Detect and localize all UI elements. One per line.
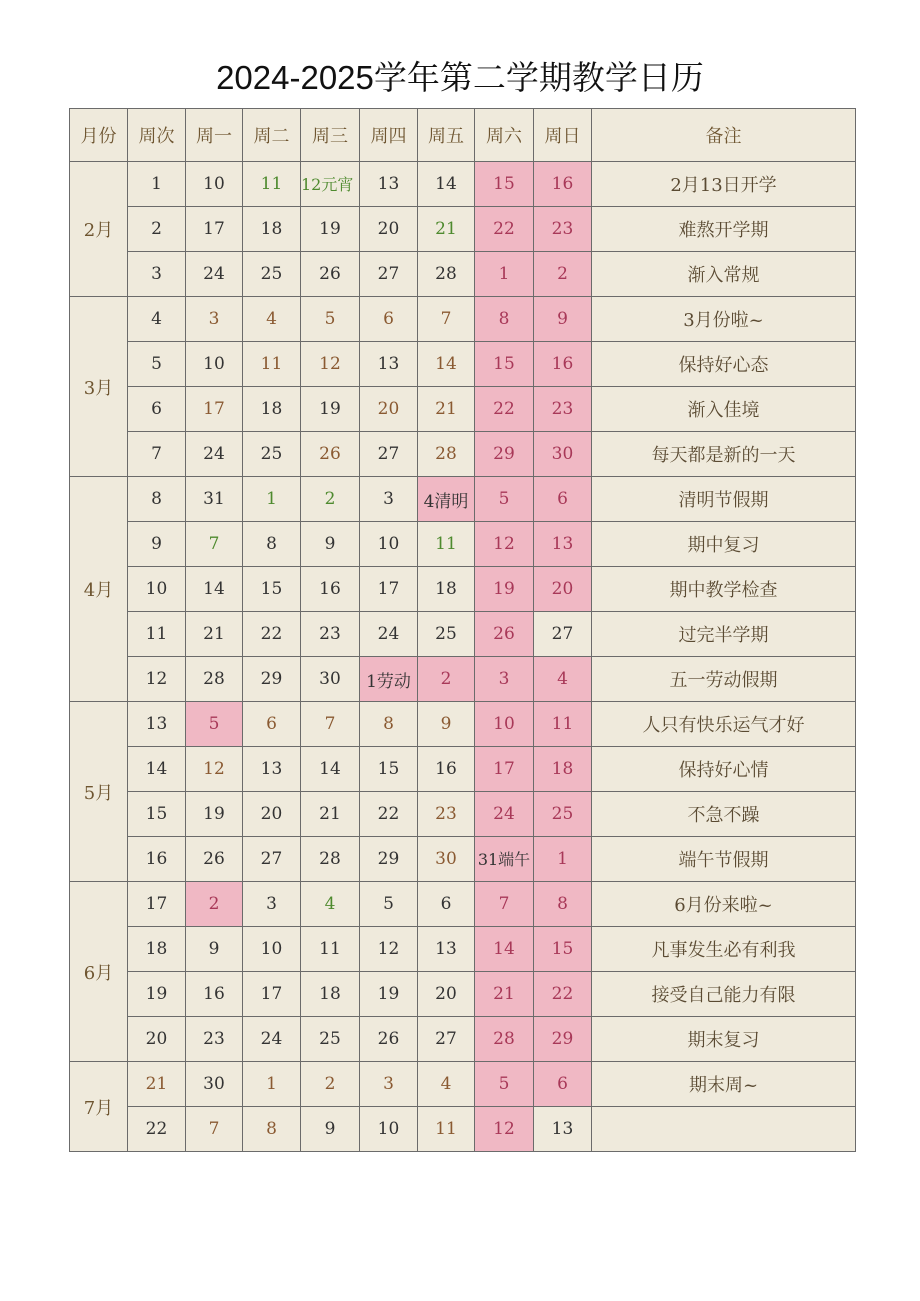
day-cell-wednesday: 14 (301, 747, 360, 792)
day-cell-saturday: 24 (475, 792, 534, 837)
day-cell-thursday: 3 (360, 1062, 418, 1107)
day-cell-sunday: 23 (534, 387, 592, 432)
day-cell-thursday: 1劳动 (360, 657, 418, 702)
day-cell-friday: 23 (418, 792, 475, 837)
table-row (70, 297, 856, 342)
day-cell-monday: 16 (186, 972, 243, 1017)
month-label: 3月 (70, 297, 128, 477)
day-cell-wednesday: 16 (301, 567, 360, 612)
day-cell-friday: 2 (418, 657, 475, 702)
day-cell-sunday: 23 (534, 207, 592, 252)
note-cell: 不急不躁 (592, 792, 856, 837)
table-row (70, 837, 856, 882)
day-cell-friday: 4 (418, 1062, 475, 1107)
day-cell-wednesday: 2 (301, 477, 360, 522)
day-cell-saturday: 29 (475, 432, 534, 477)
day-cell-tuesday: 25 (243, 252, 301, 297)
week-number-cell: 5 (128, 342, 186, 387)
day-cell-friday: 6 (418, 882, 475, 927)
day-cell-monday: 7 (186, 522, 243, 567)
note-cell: 人只有快乐运气才好 (592, 702, 856, 747)
day-cell-thursday: 5 (360, 882, 418, 927)
day-cell-sunday: 1 (534, 837, 592, 882)
week-number-cell: 2 (128, 207, 186, 252)
table-row (70, 1017, 856, 1062)
note-cell: 渐入常规 (592, 252, 856, 297)
table-row (70, 342, 856, 387)
day-cell-monday: 19 (186, 792, 243, 837)
day-cell-thursday: 20 (360, 207, 418, 252)
day-cell-saturday: 5 (475, 477, 534, 522)
day-cell-saturday: 21 (475, 972, 534, 1017)
month-label: 4月 (70, 477, 128, 702)
day-cell-wednesday: 5 (301, 297, 360, 342)
day-cell-friday: 14 (418, 342, 475, 387)
table-row (70, 927, 856, 972)
day-cell-sunday: 20 (534, 567, 592, 612)
day-cell-monday: 17 (186, 207, 243, 252)
table-row (70, 1107, 856, 1152)
table-row (70, 612, 856, 657)
day-cell-sunday: 6 (534, 1062, 592, 1107)
header-week-number: 周次 (128, 109, 186, 162)
day-cell-thursday: 27 (360, 252, 418, 297)
table-row (70, 1062, 856, 1107)
teaching-calendar-table (69, 108, 856, 1152)
day-cell-sunday: 18 (534, 747, 592, 792)
note-cell: 过完半学期 (592, 612, 856, 657)
table-row (70, 387, 856, 432)
week-number-cell: 14 (128, 747, 186, 792)
day-cell-wednesday: 30 (301, 657, 360, 702)
month-label: 7月 (70, 1062, 128, 1152)
day-cell-saturday: 10 (475, 702, 534, 747)
day-cell-thursday: 24 (360, 612, 418, 657)
month-label: 2月 (70, 162, 128, 297)
page-title: 2024-2025学年第二学期教学日历 (216, 59, 704, 96)
week-number-cell: 7 (128, 432, 186, 477)
week-number-cell: 20 (128, 1017, 186, 1062)
day-cell-monday: 9 (186, 927, 243, 972)
day-cell-monday: 7 (186, 1107, 243, 1152)
day-cell-saturday: 8 (475, 297, 534, 342)
note-cell (592, 1107, 856, 1152)
day-cell-saturday: 12 (475, 522, 534, 567)
day-cell-tuesday: 24 (243, 1017, 301, 1062)
day-cell-monday: 24 (186, 252, 243, 297)
day-cell-friday: 25 (418, 612, 475, 657)
day-cell-monday: 14 (186, 567, 243, 612)
day-cell-sunday: 11 (534, 702, 592, 747)
day-cell-sunday: 29 (534, 1017, 592, 1062)
day-cell-friday: 20 (418, 972, 475, 1017)
day-cell-monday: 24 (186, 432, 243, 477)
day-cell-tuesday: 15 (243, 567, 301, 612)
day-cell-tuesday: 10 (243, 927, 301, 972)
day-cell-friday: 16 (418, 747, 475, 792)
header-notes: 备注 (592, 109, 856, 162)
day-cell-sunday: 9 (534, 297, 592, 342)
day-cell-friday: 27 (418, 1017, 475, 1062)
day-cell-sunday: 4 (534, 657, 592, 702)
day-cell-sunday: 16 (534, 162, 592, 207)
table-row (70, 972, 856, 1017)
table-row (70, 882, 856, 927)
day-cell-tuesday: 3 (243, 882, 301, 927)
day-cell-saturday: 15 (475, 162, 534, 207)
day-cell-saturday: 7 (475, 882, 534, 927)
week-number-cell: 15 (128, 792, 186, 837)
day-cell-thursday: 3 (360, 477, 418, 522)
week-number-cell: 18 (128, 927, 186, 972)
table-row (70, 477, 856, 522)
day-cell-wednesday: 23 (301, 612, 360, 657)
day-cell-friday: 28 (418, 432, 475, 477)
day-cell-sunday: 15 (534, 927, 592, 972)
note-cell: 凡事发生必有利我 (592, 927, 856, 972)
day-cell-sunday: 25 (534, 792, 592, 837)
note-cell: 期末复习 (592, 1017, 856, 1062)
day-cell-saturday: 15 (475, 342, 534, 387)
day-cell-saturday: 31端午 (475, 837, 534, 882)
day-cell-thursday: 8 (360, 702, 418, 747)
day-cell-sunday: 13 (534, 522, 592, 567)
note-cell: 保持好心情 (592, 747, 856, 792)
day-cell-thursday: 19 (360, 972, 418, 1017)
day-cell-friday: 21 (418, 207, 475, 252)
week-number-cell: 9 (128, 522, 186, 567)
day-cell-thursday: 27 (360, 432, 418, 477)
day-cell-tuesday: 29 (243, 657, 301, 702)
day-cell-friday: 21 (418, 387, 475, 432)
table-row (70, 747, 856, 792)
day-cell-monday: 30 (186, 1062, 243, 1107)
header-row (70, 109, 856, 162)
day-cell-monday: 26 (186, 837, 243, 882)
week-number-cell: 8 (128, 477, 186, 522)
day-cell-saturday: 28 (475, 1017, 534, 1062)
day-cell-friday: 18 (418, 567, 475, 612)
week-number-cell: 16 (128, 837, 186, 882)
note-cell: 2月13日开学 (592, 162, 856, 207)
day-cell-monday: 10 (186, 342, 243, 387)
month-label: 5月 (70, 702, 128, 882)
day-cell-tuesday: 25 (243, 432, 301, 477)
day-cell-friday: 11 (418, 522, 475, 567)
day-cell-monday: 28 (186, 657, 243, 702)
day-cell-wednesday: 25 (301, 1017, 360, 1062)
week-number-cell: 17 (128, 882, 186, 927)
day-cell-monday: 21 (186, 612, 243, 657)
day-cell-monday: 10 (186, 162, 243, 207)
header-friday: 周五 (418, 109, 475, 162)
day-cell-saturday: 3 (475, 657, 534, 702)
day-cell-saturday: 1 (475, 252, 534, 297)
day-cell-wednesday: 12元宵 (301, 162, 360, 207)
day-cell-tuesday: 8 (243, 522, 301, 567)
day-cell-friday: 13 (418, 927, 475, 972)
day-cell-thursday: 15 (360, 747, 418, 792)
day-cell-tuesday: 8 (243, 1107, 301, 1152)
day-cell-tuesday: 18 (243, 207, 301, 252)
header-monday: 周一 (186, 109, 243, 162)
day-cell-tuesday: 1 (243, 1062, 301, 1107)
day-cell-sunday: 6 (534, 477, 592, 522)
day-cell-friday: 7 (418, 297, 475, 342)
week-number-cell: 12 (128, 657, 186, 702)
table-row (70, 702, 856, 747)
day-cell-monday: 23 (186, 1017, 243, 1062)
day-cell-friday: 4清明 (418, 477, 475, 522)
table-row (70, 567, 856, 612)
day-cell-wednesday: 12 (301, 342, 360, 387)
day-cell-saturday: 17 (475, 747, 534, 792)
day-cell-thursday: 13 (360, 342, 418, 387)
day-cell-sunday: 27 (534, 612, 592, 657)
note-cell: 6月份来啦~ (592, 882, 856, 927)
week-number-cell: 3 (128, 252, 186, 297)
day-cell-wednesday: 9 (301, 1107, 360, 1152)
day-cell-thursday: 26 (360, 1017, 418, 1062)
week-number-cell: 1 (128, 162, 186, 207)
note-cell: 期中教学检查 (592, 567, 856, 612)
week-number-cell: 6 (128, 387, 186, 432)
day-cell-friday: 9 (418, 702, 475, 747)
day-cell-tuesday: 6 (243, 702, 301, 747)
week-number-cell: 13 (128, 702, 186, 747)
day-cell-thursday: 17 (360, 567, 418, 612)
day-cell-monday: 31 (186, 477, 243, 522)
day-cell-wednesday: 26 (301, 252, 360, 297)
week-number-cell: 11 (128, 612, 186, 657)
day-cell-sunday: 22 (534, 972, 592, 1017)
header-saturday: 周六 (475, 109, 534, 162)
table-row (70, 207, 856, 252)
note-cell: 期中复习 (592, 522, 856, 567)
note-cell: 渐入佳境 (592, 387, 856, 432)
day-cell-tuesday: 4 (243, 297, 301, 342)
day-cell-wednesday: 19 (301, 387, 360, 432)
day-cell-monday: 12 (186, 747, 243, 792)
day-cell-saturday: 19 (475, 567, 534, 612)
day-cell-thursday: 10 (360, 1107, 418, 1152)
day-cell-thursday: 29 (360, 837, 418, 882)
week-number-cell: 4 (128, 297, 186, 342)
table-row (70, 252, 856, 297)
day-cell-sunday: 13 (534, 1107, 592, 1152)
header-thursday: 周四 (360, 109, 418, 162)
header-month: 月份 (70, 109, 128, 162)
day-cell-thursday: 20 (360, 387, 418, 432)
month-label: 6月 (70, 882, 128, 1062)
day-cell-tuesday: 18 (243, 387, 301, 432)
day-cell-tuesday: 22 (243, 612, 301, 657)
day-cell-tuesday: 1 (243, 477, 301, 522)
note-cell: 端午节假期 (592, 837, 856, 882)
day-cell-saturday: 22 (475, 387, 534, 432)
day-cell-tuesday: 11 (243, 162, 301, 207)
day-cell-tuesday: 27 (243, 837, 301, 882)
note-cell: 保持好心态 (592, 342, 856, 387)
table-row (70, 657, 856, 702)
header-wednesday: 周三 (301, 109, 360, 162)
day-cell-sunday: 8 (534, 882, 592, 927)
note-cell: 难熬开学期 (592, 207, 856, 252)
header-tuesday: 周二 (243, 109, 301, 162)
day-cell-monday: 5 (186, 702, 243, 747)
day-cell-saturday: 5 (475, 1062, 534, 1107)
note-cell: 3月份啦~ (592, 297, 856, 342)
day-cell-monday: 2 (186, 882, 243, 927)
note-cell: 五一劳动假期 (592, 657, 856, 702)
day-cell-friday: 14 (418, 162, 475, 207)
day-cell-tuesday: 20 (243, 792, 301, 837)
day-cell-saturday: 14 (475, 927, 534, 972)
day-cell-saturday: 26 (475, 612, 534, 657)
day-cell-thursday: 6 (360, 297, 418, 342)
day-cell-monday: 17 (186, 387, 243, 432)
day-cell-wednesday: 7 (301, 702, 360, 747)
day-cell-wednesday: 18 (301, 972, 360, 1017)
week-number-cell: 21 (128, 1062, 186, 1107)
day-cell-wednesday: 19 (301, 207, 360, 252)
week-number-cell: 10 (128, 567, 186, 612)
day-cell-wednesday: 21 (301, 792, 360, 837)
table-row (70, 162, 856, 207)
day-cell-wednesday: 2 (301, 1062, 360, 1107)
day-cell-tuesday: 17 (243, 972, 301, 1017)
table-row (70, 522, 856, 567)
day-cell-thursday: 10 (360, 522, 418, 567)
note-cell: 清明节假期 (592, 477, 856, 522)
day-cell-saturday: 22 (475, 207, 534, 252)
day-cell-thursday: 12 (360, 927, 418, 972)
day-cell-sunday: 16 (534, 342, 592, 387)
day-cell-wednesday: 28 (301, 837, 360, 882)
day-cell-wednesday: 26 (301, 432, 360, 477)
day-cell-friday: 11 (418, 1107, 475, 1152)
header-sunday: 周日 (534, 109, 592, 162)
table-row (70, 792, 856, 837)
day-cell-tuesday: 13 (243, 747, 301, 792)
day-cell-tuesday: 11 (243, 342, 301, 387)
day-cell-saturday: 12 (475, 1107, 534, 1152)
day-cell-wednesday: 4 (301, 882, 360, 927)
day-cell-monday: 3 (186, 297, 243, 342)
note-cell: 期末周~ (592, 1062, 856, 1107)
day-cell-sunday: 2 (534, 252, 592, 297)
day-cell-wednesday: 9 (301, 522, 360, 567)
day-cell-wednesday: 11 (301, 927, 360, 972)
week-number-cell: 19 (128, 972, 186, 1017)
note-cell: 接受自己能力有限 (592, 972, 856, 1017)
note-cell: 每天都是新的一天 (592, 432, 856, 477)
table-row (70, 432, 856, 477)
day-cell-friday: 28 (418, 252, 475, 297)
day-cell-friday: 30 (418, 837, 475, 882)
week-number-cell: 22 (128, 1107, 186, 1152)
day-cell-sunday: 30 (534, 432, 592, 477)
day-cell-thursday: 13 (360, 162, 418, 207)
calendar-body (70, 162, 856, 1152)
day-cell-thursday: 22 (360, 792, 418, 837)
